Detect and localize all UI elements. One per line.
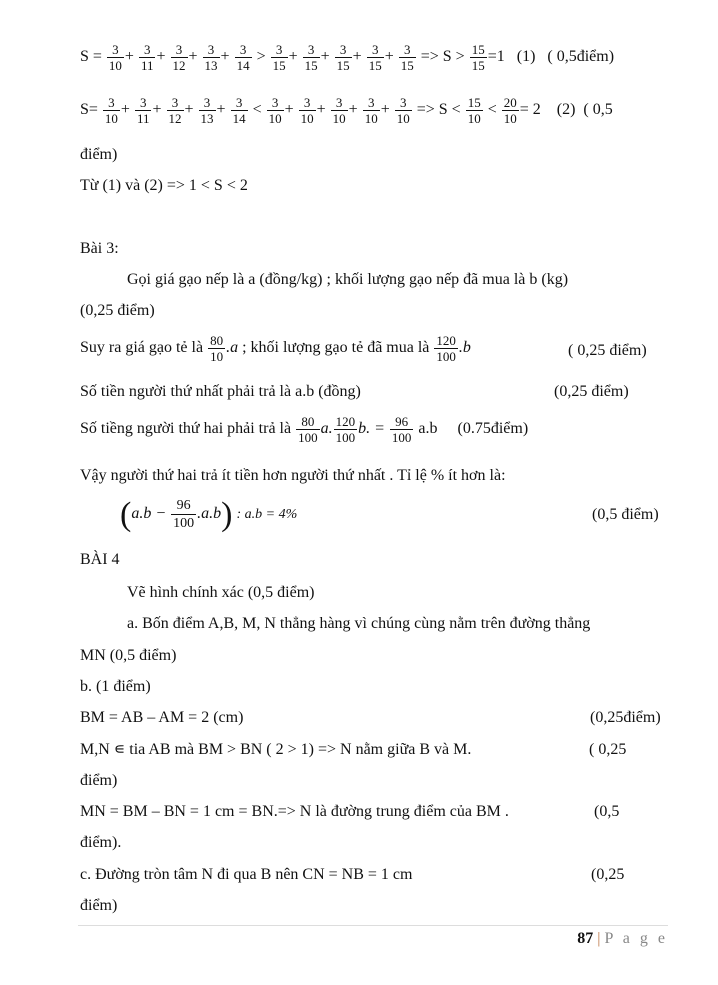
fraction: $\frac{96}{100}$ (173, 498, 195, 531)
fraction: $\frac{3}{10}$ (332, 95, 346, 126)
fraction: $\frac{3}{10}$ (300, 95, 314, 126)
text-line: điểm). (80, 834, 122, 851)
text-line: Gọi giá gạo nếp là a (đồng/kg) ; khối lượng gạo nếp đã mua là b (kg) (127, 271, 569, 288)
score-label: (0,5 điểm) (592, 506, 659, 523)
fraction: $\frac{15}{10}$ (467, 95, 481, 126)
section-title-bai3: Bài 3: (80, 240, 119, 257)
text-line: a. Bốn điểm A,B, M, N thẳng hàng vì chúng cùng nằm trên đường thẳng (127, 615, 591, 632)
score-label: (0,25điểm) (590, 709, 661, 726)
page-label: P a g e (604, 930, 668, 947)
fraction: $\frac{3}{12}$ (168, 95, 182, 126)
section-title-bai4: BÀI 4 (80, 551, 120, 568)
score-label: (0,25 (591, 866, 625, 883)
fraction: $\frac{80}{100}$ (298, 414, 318, 445)
text-line: BM = AB – AM = 2 (cm) (80, 709, 244, 726)
text-line: điểm) (80, 772, 118, 789)
fraction: $\frac{3}{10}$ (104, 95, 118, 126)
fraction: $\frac{3}{12}$ (172, 42, 186, 73)
text-line: Vẽ hình chính xác (0,5 điểm) (127, 584, 315, 601)
fraction: $\frac{3}{14}$ (232, 95, 246, 126)
percent-formula: (a.b − $\frac{96}{100}$ .a.b) : a.b = 4% (120, 495, 298, 533)
page-number: 87 (577, 930, 594, 947)
fraction: $\frac{3}{10}$ (268, 95, 282, 126)
fraction: $\frac{3}{15}$ (304, 42, 318, 73)
s-label: S = (80, 48, 102, 66)
fraction: $\frac{3}{10}$ (396, 95, 410, 126)
fraction: $\frac{3}{10}$ (364, 95, 378, 126)
fraction: $\frac{3}{13}$ (200, 95, 214, 126)
fraction: $\frac{3}{15}$ (368, 42, 382, 73)
fraction: $\frac{120}{100}$ (436, 333, 456, 364)
fraction: $\frac{96}{100}$ (391, 414, 412, 445)
fraction: $\frac{80}{10}$ (210, 333, 224, 364)
text-line-nguoi-thu-hai: Số tiềng người thứ hai phải trả là $\frac{80}{100}$ a. $\frac{120}{100}$ b. = $\frac{96}{100}$ a.b (0.75điểm) (80, 414, 529, 445)
text-line: Vậy người thứ hai trả ít tiền hơn người thứ nhất . Tỉ lệ % ít hơn là: (80, 467, 506, 484)
text-line: MN (0,5 điểm) (80, 647, 177, 664)
fraction: $\frac{3}{13}$ (204, 42, 218, 73)
text-line: MN = BM – BN = 1 cm = BN.=> N là đường trung điểm của BM . (80, 803, 509, 820)
equation-line-1: S = $\frac{3}{10}$ + $\frac{3}{11}$ + $\frac{3}{12}$ + $\frac{3}{13}$ + $\frac{3}{14}$ > $\frac{3}{15}$ + $\frac{3}{15}$ + $\frac{3}{15}$ + $\frac{3}{15}$ + $\frac{3}{15}$ => S > $\frac{15}{15}$ =1 (1) ( 0,5điểm) (80, 42, 615, 73)
fraction: $\frac{3}{11}$ (136, 95, 150, 126)
score-label: ( 0,25 (589, 741, 627, 758)
fraction: $\frac{3}{10}$ (108, 42, 122, 73)
text-line: điểm) (80, 146, 118, 163)
score-label: (0,5 (594, 803, 620, 820)
text-line: c. Đường tròn tâm N đi qua B nên CN = NB = 1 cm (80, 866, 413, 883)
fraction: $\frac{120}{100}$ (335, 414, 356, 445)
fraction: $\frac{3}{14}$ (236, 42, 250, 73)
text-line: b. (1 điểm) (80, 678, 151, 695)
equation-line-2: S= $\frac{3}{10}$ + $\frac{3}{11}$ + $\frac{3}{12}$ + $\frac{3}{13}$ + $\frac{3}{14}$ < $\frac{3}{10}$ + $\frac{3}{10}$ + $\frac{3}{10}$ + $\frac{3}{10}$ + $\frac{3}{10}$ => S < $\frac{15}{10}$ < $\frac{20}{10}$ = 2 (2) ( 0,5 (80, 95, 613, 126)
fraction: $\frac{15}{15}$ (471, 42, 485, 73)
fraction: $\frac{3}{15}$ (400, 42, 414, 73)
fraction: $\frac{3}{11}$ (140, 42, 154, 73)
text-line: Từ (1) và (2) => 1 < S < 2 (80, 177, 248, 194)
text-line: Số tiền người thứ nhất phải trả là a.b (đồng) (80, 383, 361, 400)
fraction: $\frac{3}{15}$ (272, 42, 286, 73)
text-line-gao-te: Suy ra giá gạo tẻ là $\frac{80}{10}$ .a ; khối lượng gạo tẻ đã mua là $\frac{120}{100}$ .b (80, 333, 471, 364)
score-label: (0,25 điểm) (554, 383, 629, 400)
text-line: điểm) (80, 897, 118, 914)
score-label: ( 0,25 điểm) (568, 342, 647, 359)
fraction: $\frac{20}{10}$ (503, 95, 517, 126)
text-line: (0,25 điểm) (80, 302, 155, 319)
page-footer: 87 | P a g e (577, 930, 668, 947)
text-line: M,N ∊ tia AB mà BM > BN ( 2 > 1) => N nằm giữa B và M. (80, 741, 472, 758)
footer-divider (78, 925, 668, 926)
fraction: $\frac{3}{15}$ (336, 42, 350, 73)
